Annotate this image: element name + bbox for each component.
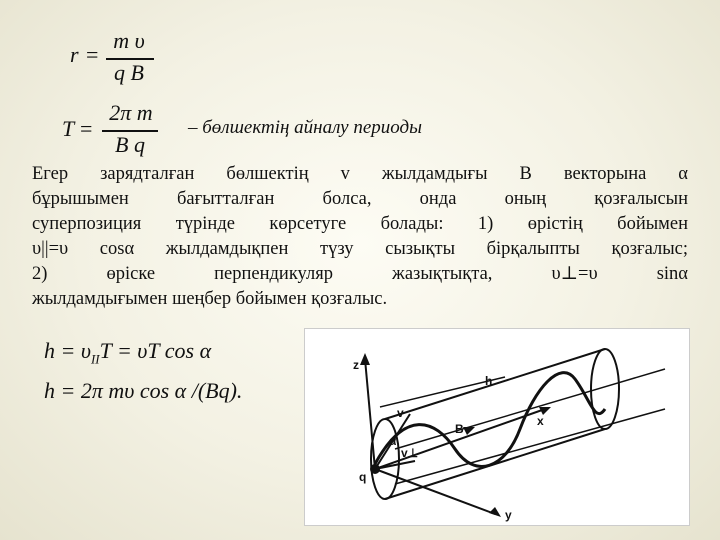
paragraph-line: υ||=υ cosα жылдамдықпен түзу сызықты бірқалыпты қозғалыс; <box>32 239 688 259</box>
period-caption: – бөлшектің айналу периоды <box>188 117 422 138</box>
charge-point <box>370 464 380 474</box>
label-y: y <box>505 508 512 522</box>
body-paragraph <box>32 162 688 312</box>
formula-denominator: B q <box>115 132 145 157</box>
label-alpha: α <box>389 434 397 448</box>
y-arrowhead <box>489 507 501 517</box>
formula-pitch <box>44 338 211 367</box>
paragraph-line: бұрышымен бағытталған болса, онда оның қозғалысын <box>32 189 688 209</box>
formula-eq: = <box>80 116 93 141</box>
cylinder-top-line <box>385 349 605 419</box>
helix-figure <box>304 328 690 526</box>
paragraph-line: суперпозиция түрінде көрсетуге болады: 1) өрістің бойымен <box>32 214 688 234</box>
paragraph-line: 2) өріске перпендикуляр жазықтықта, υ⊥=υ sinα <box>32 264 688 284</box>
label-z: z <box>353 358 359 372</box>
helix-diagram <box>305 329 689 525</box>
field-line <box>395 369 665 449</box>
formula-lhs: r <box>70 42 79 67</box>
formula-period <box>62 98 172 162</box>
z-arrowhead <box>360 353 370 365</box>
label-h: h <box>485 374 493 388</box>
formula-pitch-rest: T = υT cos α <box>99 338 212 363</box>
label-B: B <box>455 422 464 436</box>
formula-pitch-sub: II <box>90 351 100 367</box>
cylinder-front-ellipse <box>371 419 399 499</box>
formula-lhs: T <box>62 116 75 141</box>
paragraph-line: жылдамдығымен шеңбер бойымен қозғалыс. <box>32 289 388 309</box>
label-v: v <box>397 406 404 420</box>
formula-pitch-expanded: h = 2π mυ cos α /(Bq). <box>44 378 243 403</box>
formula-denominator: q B <box>114 60 144 85</box>
formula-numerator: 2π m <box>109 100 153 125</box>
z-axis <box>365 359 375 469</box>
field-line <box>395 409 665 484</box>
formula-numerator: m υ <box>113 28 145 53</box>
label-q: q <box>359 470 367 484</box>
label-v-perp: v⊥ <box>401 446 419 460</box>
formula-eq: = <box>86 42 99 67</box>
label-x: x <box>537 414 544 428</box>
formula-pitch-lhs: h = υ <box>44 338 91 363</box>
paragraph-line: Егер зарядталған бөлшектің v жылдамдығы B векторына α <box>32 164 688 184</box>
formula-radius <box>70 28 170 88</box>
